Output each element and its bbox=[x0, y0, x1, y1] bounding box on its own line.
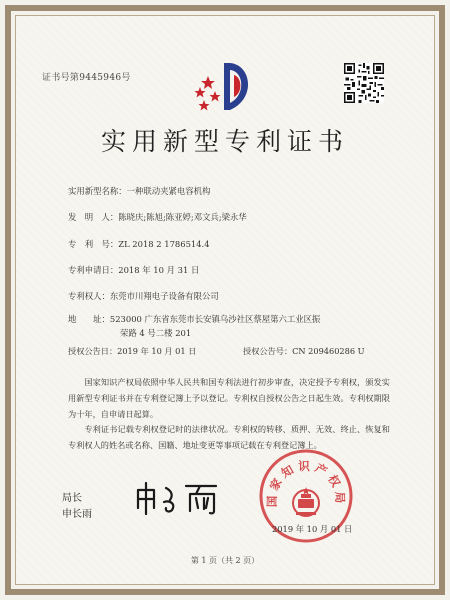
body-paragraph-1: 国家知识产权局依照中华人民共和国专利法进行初步审查，决定授予专利权，颁发实用新型专利证书并在专利登记簿上予以登记。专利权自授权公告之日起生效。专利权期限为十年，自申请日起算。 bbox=[68, 377, 390, 419]
qr-code-icon bbox=[344, 63, 384, 103]
grant-number-row bbox=[243, 346, 365, 357]
address-value-line2: 荣路 4 号二楼 201 bbox=[120, 328, 192, 338]
address-value-line1: 523000 广东省东莞市长安镇乌沙社区蔡屋第六工业区振 bbox=[109, 314, 321, 324]
patent-number-row bbox=[68, 238, 210, 250]
cnipa-logo-icon bbox=[190, 55, 260, 115]
inventor-row bbox=[68, 211, 247, 223]
address-row bbox=[68, 313, 320, 325]
address-line2-row bbox=[120, 327, 191, 339]
utility-name-label: 实用新型名称： bbox=[68, 186, 127, 196]
patentee-value: 东莞市川翔电子设备有限公司 bbox=[109, 291, 219, 301]
page-number: 第 1 页（共 2 页） bbox=[190, 556, 260, 565]
grant-number-label: 授权公告号： bbox=[243, 346, 293, 356]
certificate-number: 证书号第9445946号 bbox=[42, 73, 131, 83]
utility-name-value: 一种联动夹紧电容机构 bbox=[126, 186, 211, 196]
grant-date-value: 2019 年 10 月 01 日 bbox=[117, 346, 197, 356]
grant-row bbox=[68, 346, 196, 357]
inventor-value: 陈晓庆;陈旭;陈亚婷;邓文兵;梁永华 bbox=[118, 212, 247, 222]
body-paragraph-2: 专利证书记载专利权登记时的法律状况。专利权的转移、质押、无效、终止、恢复和专利权人的姓名或名称、国籍、地址变更等事项记载在专利登记簿上。 bbox=[68, 424, 390, 450]
filing-date-value: 2018 年 10 月 31 日 bbox=[118, 265, 200, 275]
patentee-row bbox=[68, 290, 219, 302]
seal-date: 2019 年 10 月 01 日 bbox=[272, 524, 353, 534]
seal-text: 国家知识产权局 bbox=[264, 459, 348, 508]
address-label: 地 址： bbox=[68, 314, 110, 324]
grant-number-value: CN 209460286 U bbox=[292, 346, 365, 356]
patentee-label: 专利权人： bbox=[68, 291, 110, 301]
handwritten-signature bbox=[132, 478, 224, 518]
signature-name-label: 申长雨 bbox=[62, 509, 92, 520]
filing-date-row bbox=[68, 264, 199, 276]
patent-number-label: 专 利 号： bbox=[68, 239, 119, 249]
grant-date-label: 授权公告日： bbox=[68, 346, 118, 356]
inventor-label: 发 明 人： bbox=[68, 212, 119, 222]
signature-title-label: 局长 bbox=[62, 493, 82, 504]
utility-name-row bbox=[68, 185, 210, 197]
filing-date-label: 专利申请日： bbox=[68, 265, 119, 275]
certificate-title: 实用新型专利证书 bbox=[100, 127, 349, 156]
patent-number-value: ZL 2018 2 1786514.4 bbox=[118, 239, 210, 249]
